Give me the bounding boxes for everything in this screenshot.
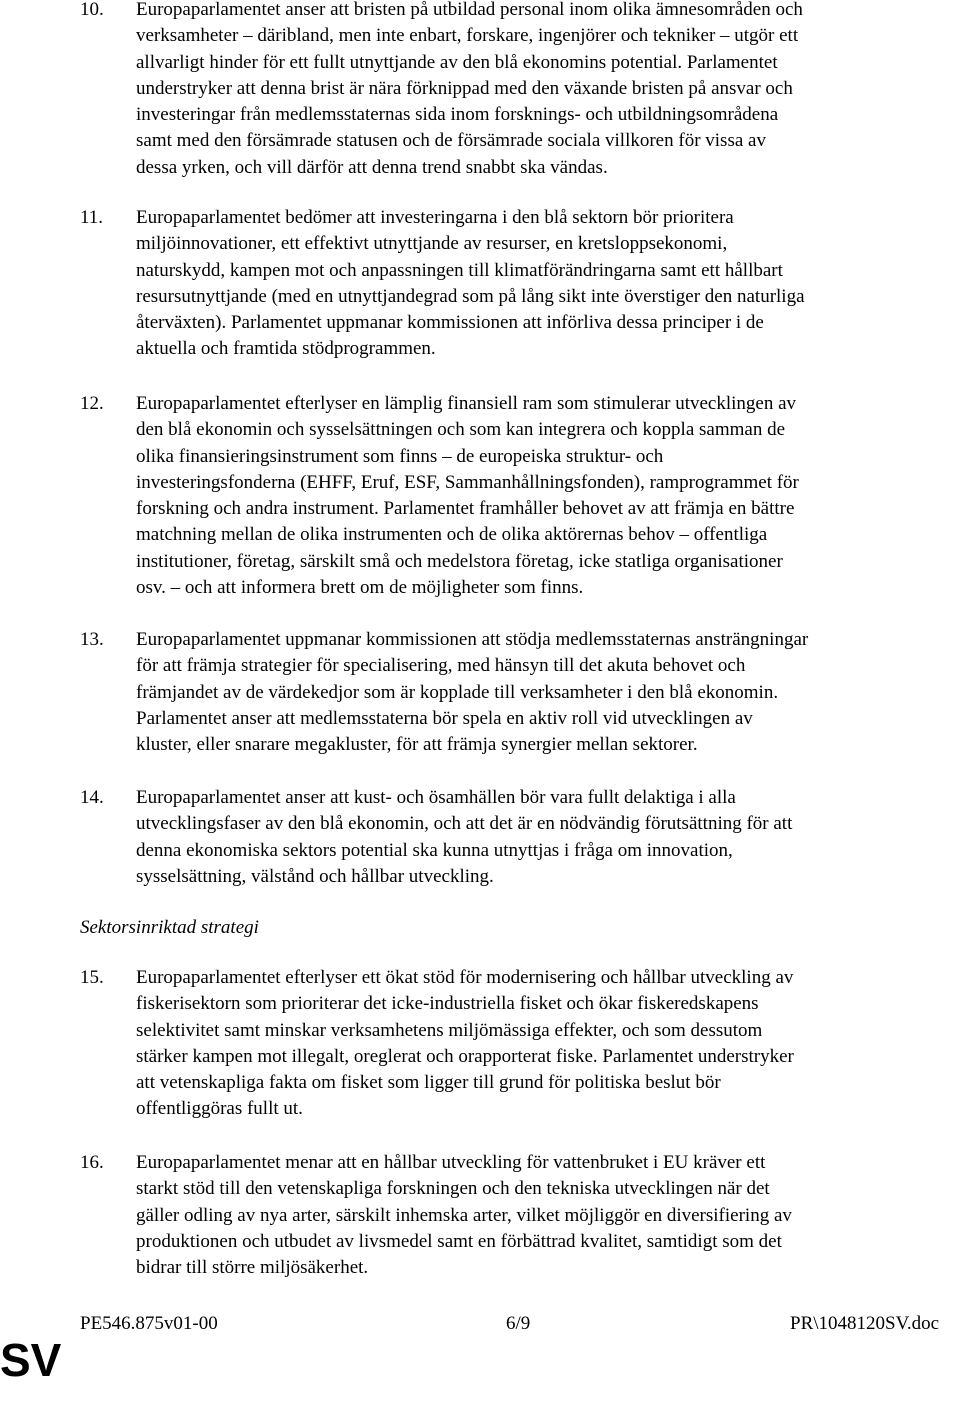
paragraph-number: 16. — [80, 1152, 104, 1173]
paragraph-13 — [80, 627, 960, 758]
text-line: stärker kampen mot illegalt, oreglerat och orapporterat fiske. Parlamentet understryker — [136, 1045, 794, 1067]
paragraph-10 — [80, 0, 960, 181]
text-line: främjandet av de värdekedjor som är kopplade till verksamheter i den blå ekonomin. — [136, 681, 779, 703]
text-line: matchning mellan de olika instrumenten och de olika aktörernas behov – offentliga — [136, 524, 768, 546]
text-line: naturskydd, kampen mot och anpassningen till klimatförändringarna samt ett hållbart — [136, 259, 783, 281]
text-line: kluster, eller snarare megakluster, för att främja synergier mellan sektorer. — [136, 734, 698, 756]
text-line: att vetenskapliga fakta om fisket som ligger till grund för politiska beslut bör — [136, 1072, 721, 1094]
paragraph-11 — [80, 205, 960, 363]
paragraph-text — [136, 627, 960, 758]
text-line: Parlamentet anser att medlemsstaterna bör spela en aktiv roll vid utvecklingen av — [136, 707, 753, 729]
footer-page-number: 6/9 — [506, 1313, 531, 1334]
text-line: selektivitet samt minskar verksamhetens miljömässiga effekter, och som dessutom — [136, 1019, 763, 1041]
text-line: Europaparlamentet efterlyser ett ökat stöd för modernisering och hållbar utveckling av — [136, 967, 794, 988]
paragraph-number: 11. — [80, 207, 104, 228]
paragraph-text — [136, 965, 960, 1123]
text-line: Europaparlamentet anser att kust- och ösamhällen bör vara fullt delaktiga i alla — [136, 787, 736, 808]
text-line: understryker att denna brist är nära förknippad med den växande bristen på ansvar och — [136, 77, 793, 99]
text-line: aktuella och framtida stödprogrammen. — [136, 338, 436, 360]
text-line: Europaparlamentet efterlyser en lämplig finansiell ram som stimulerar utvecklingen av — [136, 393, 797, 414]
text-line: fiskerisektorn som prioriterar det icke-industriella fisket och ökar fiskeredskapens — [136, 993, 759, 1015]
language-code: SV — [0, 1334, 62, 1386]
text-line: Europaparlamentet bedömer att investeringarna i den blå sektorn bör prioritera — [136, 207, 734, 228]
text-line: bidrar till större miljösäkerhet. — [136, 1257, 369, 1279]
text-line: olika finansieringsinstrument som finns – de europeiska struktur- och — [136, 445, 664, 467]
paragraph-text — [136, 205, 960, 363]
footer-doc-ref: PE546.875v01-00 — [80, 1313, 218, 1334]
paragraph-12 — [80, 391, 960, 601]
paragraph-number: 15. — [80, 967, 104, 988]
text-line: utvecklingsfaser av den blå ekonomin, och att det är en nödvändig förutsättning för att — [136, 813, 793, 835]
paragraph-text — [136, 785, 960, 890]
paragraph-number: 12. — [80, 393, 104, 414]
text-line: investeringar från medlemsstaternas sida inom forsknings- och utbildningsområdena — [136, 104, 779, 126]
text-line: dessa yrken, och vill därför att denna trend snabbt ska vändas. — [136, 156, 608, 178]
paragraph-number: 10. — [80, 0, 104, 20]
text-line: Europaparlamentet anser att bristen på utbildad personal inom olika ämnesområden och — [136, 0, 803, 20]
text-line: osv. – och att informera brett om de möjligheter som finns. — [136, 577, 584, 599]
text-line: offentliggöras fullt ut. — [136, 1098, 303, 1120]
paragraph-text — [136, 391, 960, 601]
text-line: allvarligt hinder för ett fullt utnyttjande av den blå ekonomins potential. Parlamentet — [136, 51, 778, 73]
text-line: institutioner, företag, särskilt små och medelstora företag, icke statliga organisationer — [136, 550, 783, 572]
text-line: denna ekonomiska sektors potential ska kunna utnyttjas i fråga om innovation, — [136, 839, 733, 861]
paragraph-16 — [80, 1150, 960, 1281]
text-line: Europaparlamentet menar att en hållbar utveckling för vattenbruket i EU kräver ett — [136, 1152, 766, 1173]
paragraph-number: 14. — [80, 787, 104, 808]
paragraph-15 — [80, 965, 960, 1123]
paragraph-number: 13. — [80, 629, 104, 650]
text-line: investeringsfonderna (EHFF, Eruf, ESF, Sammanhållningsfonden), ramprogrammet för — [136, 471, 799, 493]
footer-file-ref: PR\1048120SV.doc — [790, 1313, 940, 1334]
text-line: återväxten). Parlamentet uppmanar kommissionen att införliva dessa principer i de — [136, 312, 764, 334]
text-line: för att främja strategier för specialisering, med hänsyn till det akuta behovet och — [136, 655, 746, 677]
text-line: Europaparlamentet uppmanar kommissionen att stödja medlemsstaternas ansträngningar — [136, 629, 809, 650]
text-line: produktionen och utbudet av livsmedel samt en förbättrad kvalitet, samtidigt som det — [136, 1230, 782, 1252]
text-line: samt med den försämrade statusen och de försämrade sociala villkoren för vissa av — [136, 130, 766, 152]
text-line: verksamheter – däribland, men inte enbart, forskare, ingenjörer och tekniker – utgör ett — [136, 25, 799, 47]
text-line: gäller odling av nya arter, särskilt inhemska arter, vilket möjliggör en diversifiering av — [136, 1204, 792, 1226]
paragraph-text — [136, 1150, 960, 1281]
paragraph-text — [136, 0, 960, 181]
text-line: forskning och andra instrument. Parlamentet framhåller behovet av att främja en bättre — [136, 498, 795, 520]
text-line: miljöinnovationer, ett effektivt utnyttjande av resurser, en kretsloppsekonomi, — [136, 233, 728, 255]
text-line: resursutnyttjande (med en utnyttjandegrad som på lång sikt inte överstiger den naturliga — [136, 285, 805, 307]
paragraph-14 — [80, 785, 960, 890]
text-line: den blå ekonomin och sysselsättningen och som kan integrera och koppla samman de — [136, 419, 786, 441]
text-line: starkt stöd till den vetenskapliga forskningen och den tekniska utvecklingen när det — [136, 1178, 770, 1200]
section-heading: Sektorsinriktad strategi — [80, 917, 259, 938]
text-line: sysselsättning, välstånd och hållbar utveckling. — [136, 865, 494, 887]
